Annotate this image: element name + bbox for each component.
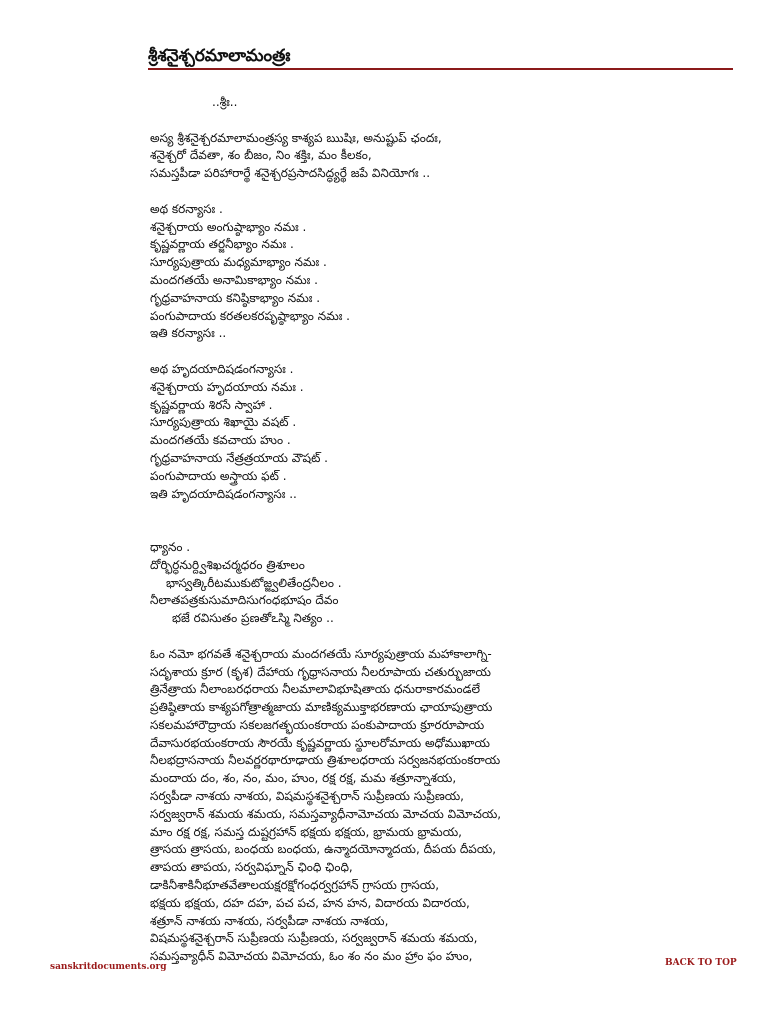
mantra-line: తాపయ తాపయ, సర్వవిఘ్నాన్ ఛింధి ఛింధి, <box>150 860 353 875</box>
mantra-line: విషమస్థశనైశ్చరాన్ సుప్రీణయ సుప్రీణయ, సర్వజ్వరాన్ శమయ శమయ, <box>150 931 478 946</box>
karanyasa-line: ఇతి కరన్యాసః .. <box>150 326 227 341</box>
karanyasa-line: గృధ్రవాహనాయ కనిష్ఠికాభ్యాం నమః . <box>150 290 321 305</box>
hridayadi-line: శనైశ్చరాయ హృదయాయ నమః . <box>150 379 304 394</box>
mantra-line: మందాయ దం, శం, నం, మం, హుం, రక్ష రక్ష, మమ శత్రూన్నాశయ, <box>150 771 457 786</box>
karanyasa-line: మందగతయే అనామికాభ్యాం నమః . <box>150 272 318 287</box>
mantra-line: దేవాసురభయంకరాయ సౌరయే కృష్ణవర్ణాయ స్థూలరోమాయ అధోముఖాయ <box>150 735 490 750</box>
hridayadi-line: మందగతయే కవచాయ హుం . <box>150 433 291 448</box>
mantra-line: ఓం నమో భగవతే శనైశ్చరాయ మందగతయే సూర్యపుత్రాయ మహాకాలాగ్ని- <box>150 646 492 661</box>
mantra-line: త్రినేత్రాయ నీలాంబరధరాయ నీలమాలావిభూషితాయ ధనురాకారమండలే <box>150 682 481 697</box>
site-link[interactable]: sanskritdocuments.org <box>50 962 167 972</box>
spacer <box>150 503 735 539</box>
dhyanam-line: ధ్యానం . <box>150 539 191 554</box>
spacer <box>150 183 735 201</box>
intro-line: శనైశ్చరో దేవతా, శం బీజం, నిం శక్తిః, మం కీలకం, <box>150 148 372 163</box>
document-body <box>150 94 735 966</box>
dhyanam-line: భజే రవిసుతం ప్రణతోఽస్మి నిత్యం .. <box>172 611 334 626</box>
mantra-line: మాం రక్ష రక్ష, సమస్త దుష్టగ్రహాన్ భక్షయ భక్షయ, భ్రామయ భ్రామయ, <box>150 824 462 839</box>
dhyanam-line: భాస్వత్కిరీటముకుటోజ్జ్వలితేంద్రనీలం . <box>166 575 342 590</box>
mantra-line: ప్రతిష్ఠితాయ కాశ్యపగోత్రాత్మజాయ మాణిక్యముక్తాభరణాయ ఛాయాపుత్రాయ <box>150 700 493 715</box>
hridayadi-line: గృధ్రవాహనాయ నేత్రత్రయాయ వౌషట్ . <box>150 450 328 465</box>
hridayadi-line: పంగుపాదాయ అస్త్రాయ ఫట్ . <box>150 468 287 483</box>
intro-line: అస్య శ్రీశనైశ్చరమాలామంత్రస్య కాశ్యప ఋషిః, అనుష్టుప్ ఛందః, <box>150 130 442 145</box>
spacer <box>150 628 735 646</box>
hridayadi-line: కృష్ణవర్ణాయ శిరసే స్వాహా . <box>150 397 273 412</box>
intro-line: సమస్తపీడా పరిహారార్థే శనైశ్చరప్రసాదసిద్ధ్యర్థే జపే వినియోగః .. <box>150 166 431 181</box>
mantra-line: శత్రూన్ నాశయ నాశయ, సర్వపీడా నాశయ నాశయ, <box>150 913 389 928</box>
back-to-top-link[interactable]: BACK TO TOP <box>665 958 737 968</box>
mantra-line: సర్వపీడా నాశయ నాశయ, విషమస్థశనైశ్చరాన్ సుప్రీణయ సుప్రీణయ, <box>150 789 464 804</box>
title-divider <box>148 68 733 70</box>
invocation: ..శ్రీః.. <box>212 95 238 109</box>
mantra-line: సర్వజ్వరాన్ శమయ శమయ, సమస్తవ్యాధీనామోచయ మోచయ విమోచయ, <box>150 806 502 821</box>
dhyanam-line: దోర్భిర్ధనుర్ద్విశిఖచర్మధరం త్రిశూలం <box>150 557 305 572</box>
spacer <box>150 343 735 361</box>
spacer <box>150 112 735 130</box>
karanyasa-line: సూర్యపుత్రాయ మధ్యమాభ్యాం నమః . <box>150 255 327 270</box>
karanyasa-line: అథ కరన్యాసః . <box>150 201 223 216</box>
page-title: శ్రీశనైశ్చరమాలామంత్రః <box>148 46 291 66</box>
mantra-line: సదృశాయ క్రూర (కృశ) దేహాయ గృధ్రాసనాయ నీలరూపాయ చతుర్భుజాయ <box>150 664 491 679</box>
hridayadi-line: ఇతి హృదయాదిషడంగన్యాసః .. <box>150 486 297 501</box>
mantra-line: త్రాసయ త్రాసయ, బంధయ బంధయ, ఉన్మాదయోన్మాదయ, దీపయ దీపయ, <box>150 842 497 857</box>
mantra-line: డాకినీశాకినీభూతవేతాలయక్షరక్షోగంధర్వగ్రహాన్ గ్రాసయ గ్రాసయ, <box>150 878 440 893</box>
karanyasa-line: కృష్ణవర్ణాయ తర్జనీభ్యాం నమః . <box>150 237 294 252</box>
mantra-line: నీలభద్రాసనాయ నీలవర్ణరథారూఢాయ త్రిశూలధరాయ సర్వజనభయంకరాయ <box>150 753 501 768</box>
hridayadi-line: అథ హృదయాదిషడంగన్యాసః . <box>150 361 294 376</box>
dhyanam-line: నీలాతపత్రకుసుమాదిసుగంధభూషం దేవం <box>150 593 339 608</box>
mantra-line: సమస్తవ్యాధీన్ విమోచయ విమోచయ, ఓం శం నం మం హ్రాం ఫం హుం, <box>150 949 473 964</box>
karanyasa-line: పంగుపాదాయ కరతలకరపృష్ఠాభ్యాం నమః . <box>150 308 350 323</box>
mantra-line: సకలమహారౌద్రాయ సకలజగత్భయంకరాయ పంకుపాదాయ క్రూరరూపాయ <box>150 717 485 732</box>
hridayadi-line: సూర్యపుత్రాయ శిఖాయై వషట్ . <box>150 415 297 430</box>
mantra-line: భక్షయ భక్షయ, దహ దహ, పచ పచ, హన హన, విదారయ విదారయ, <box>150 895 470 910</box>
karanyasa-line: శనైశ్చరాయ అంగుష్ఠాభ్యాం నమః . <box>150 219 307 234</box>
